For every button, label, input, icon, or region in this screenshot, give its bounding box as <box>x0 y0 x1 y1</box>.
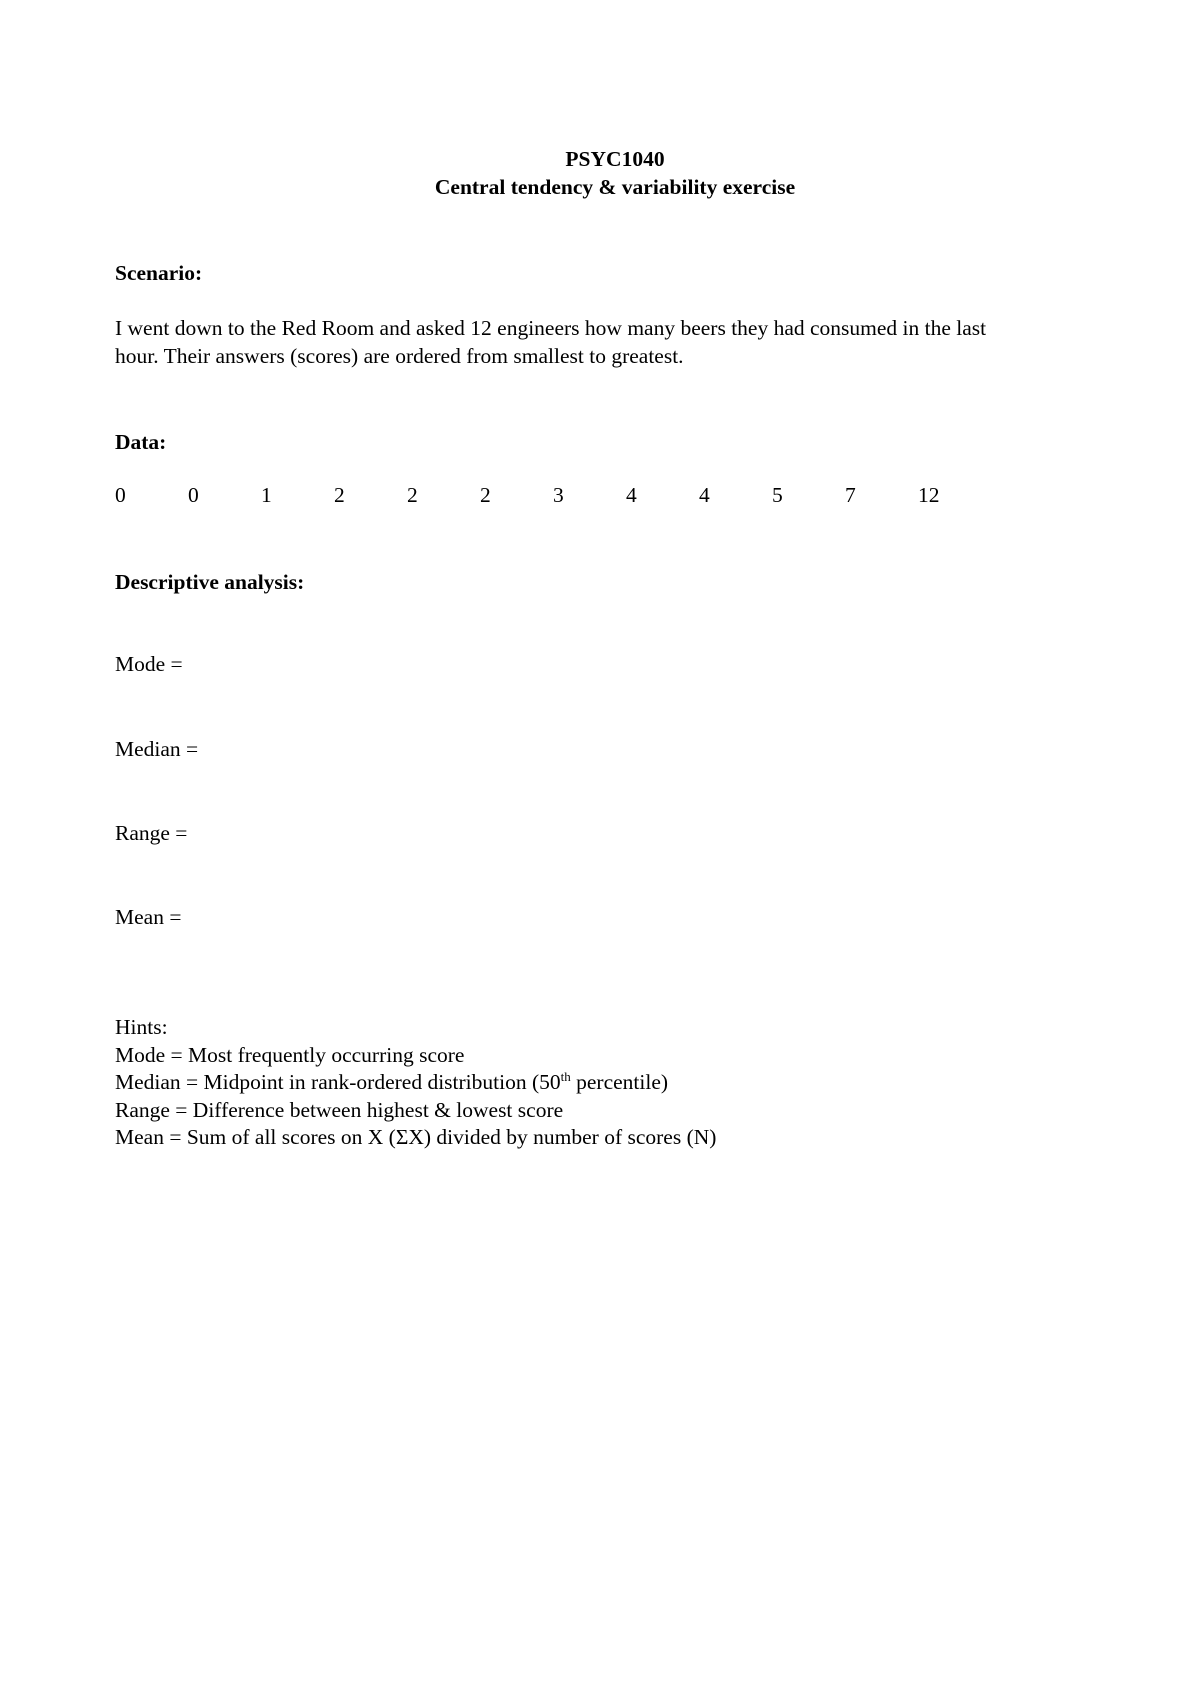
data-value: 3 <box>553 483 564 507</box>
title-block <box>0 146 1200 202</box>
hint-median-suffix: percentile) <box>570 1070 669 1094</box>
mode-label: Mode = <box>115 652 183 676</box>
data-value: 2 <box>334 483 345 507</box>
data-value: 2 <box>480 483 491 507</box>
mean-label: Mean = <box>115 905 182 929</box>
data-value: 0 <box>188 483 199 507</box>
data-value: 4 <box>626 483 637 507</box>
hints-section <box>115 1014 1115 1152</box>
descriptive-heading: Descriptive analysis: <box>115 570 305 594</box>
median-label: Median = <box>115 737 199 761</box>
scenario-line-1: I went down to the Red Room and asked 12 engineers how many beers they had consumed in the last <box>115 316 987 340</box>
data-value: 12 <box>918 483 940 507</box>
exercise-title: Central tendency & variability exercise <box>434 175 796 199</box>
hint-median-text: Median = Midpoint in rank-ordered distribution (50 <box>115 1070 561 1094</box>
hint-mode: Mode = Most frequently occurring score <box>115 1042 465 1067</box>
hint-median <box>115 1069 1115 1097</box>
scenario-text <box>115 315 1115 370</box>
scenario-line-2: hour. Their answers (scores) are ordered from smallest to greatest. <box>115 343 684 368</box>
hint-range: Range = Difference between highest & lowest score <box>115 1097 564 1122</box>
range-label: Range = <box>115 821 188 845</box>
hint-median-superscript: th <box>560 1068 571 1084</box>
data-value: 7 <box>845 483 856 507</box>
data-values-row <box>115 482 1015 510</box>
hint-mean: Mean = Sum of all scores on X (ΣX) divided by number of scores (N) <box>115 1125 717 1149</box>
data-value: 1 <box>261 483 272 507</box>
hints-heading: Hints: <box>115 1015 168 1039</box>
course-code: PSYC1040 <box>565 147 665 171</box>
data-value: 5 <box>772 483 783 507</box>
data-value: 0 <box>115 483 126 507</box>
scenario-heading: Scenario: <box>115 261 203 285</box>
data-value: 2 <box>407 483 418 507</box>
data-value: 4 <box>699 483 710 507</box>
data-heading: Data: <box>115 430 167 454</box>
